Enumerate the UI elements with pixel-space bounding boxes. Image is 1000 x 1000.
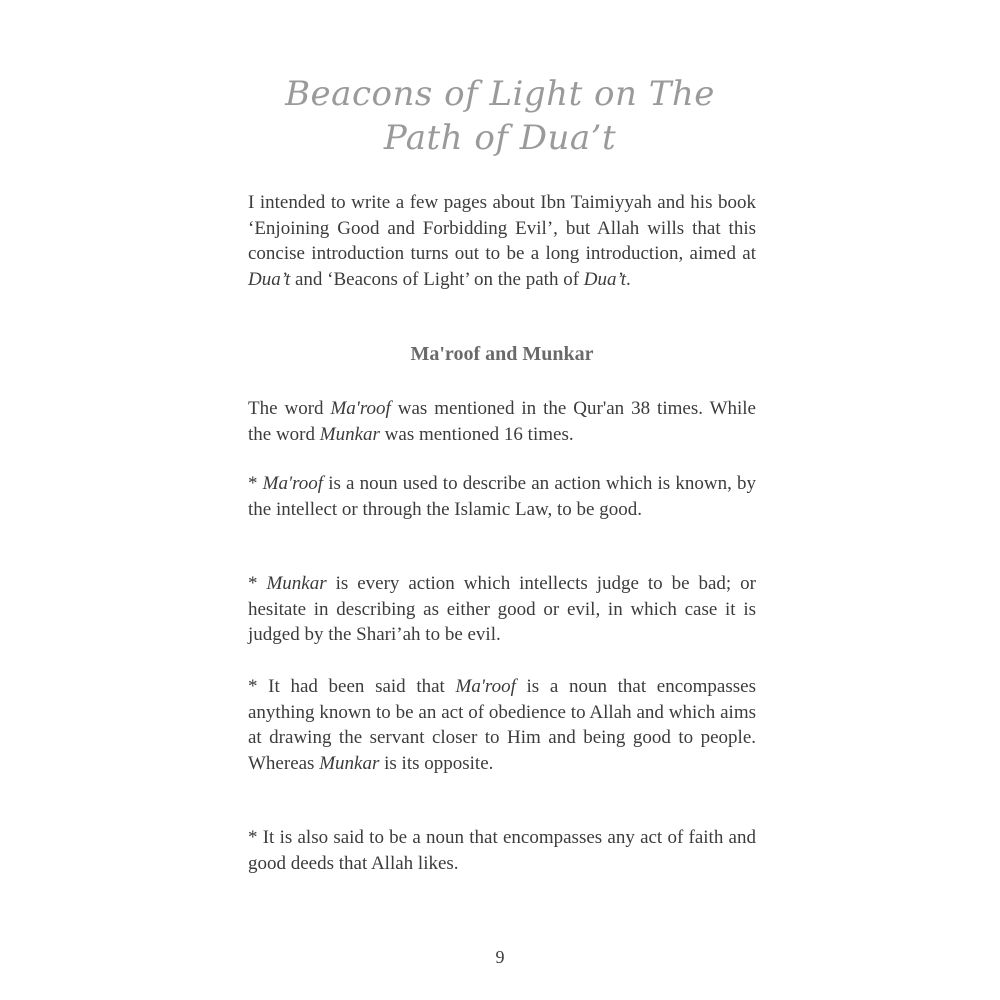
p1-text-3: was mentioned 16 times. [379, 423, 574, 445]
paragraph-maroof-definition [248, 471, 756, 522]
intro-text-3: . [626, 268, 631, 290]
section-heading: Ma'roof and Munkar [410, 343, 594, 365]
paragraph-obedience [248, 674, 756, 776]
p4-text-1: * It had been said that [248, 676, 456, 697]
p4-emphasis-2: Munkar [319, 752, 380, 774]
p2-bullet: * [248, 473, 263, 494]
intro-text-2: and ‘Beacons of Light’ on the path of [290, 268, 584, 290]
intro-paragraph [248, 190, 756, 292]
title-line-2: Path of Dua’t [383, 118, 617, 158]
p3-text: is every action which intellects judge to be bad; or hesitate in describing as either good or evil, in which case it is judged by the Shari’ah to be evil. [248, 573, 757, 645]
paragraph-mention-counts [248, 396, 756, 447]
intro-emphasis-2: Dua’t [583, 268, 627, 290]
p4-text-3: is its opposite. [379, 752, 494, 774]
p1-emphasis-2: Munkar [319, 423, 380, 445]
p1-emphasis-1: Ma'roof [330, 398, 391, 419]
intro-emphasis-1: Dua’t [248, 268, 291, 290]
p3-emphasis-1: Munkar [266, 573, 327, 594]
p3-bullet: * [248, 573, 267, 594]
paragraph-munkar-definition [248, 571, 756, 648]
p2-text: is a noun used to describe an action which is known, by the intellect or through the Islamic Law, to be good. [248, 473, 756, 520]
title-line-1: Beacons of Light on The [285, 74, 715, 114]
p5-text: * It is also said to be a noun that encompasses any act of faith and good deeds that Allah likes. [248, 827, 756, 874]
p1-text-2: was mentioned in the Qur'an 38 times. While the word [248, 398, 756, 445]
paragraph-faith-deeds [248, 825, 756, 876]
p2-emphasis-1: Ma'roof [262, 473, 324, 494]
intro-text-1: I intended to write a few pages about Ibn Taimiyyah and his book ‘Enjoining Good and Forbidding Evil’, but Allah wills that this concise introduction turns out to be a long introduction, aimed at [248, 192, 756, 264]
p1-text-1: The word [248, 398, 331, 419]
page-number: 9 [495, 947, 505, 967]
p4-emphasis-1: Ma'roof [455, 676, 516, 697]
p4-text-2: is a noun that encompasses anything known to be an act of obedience to Allah and which aims at drawing the servant closer to Him and being good to people. Whereas [248, 676, 756, 774]
page-title [0, 72, 1000, 160]
